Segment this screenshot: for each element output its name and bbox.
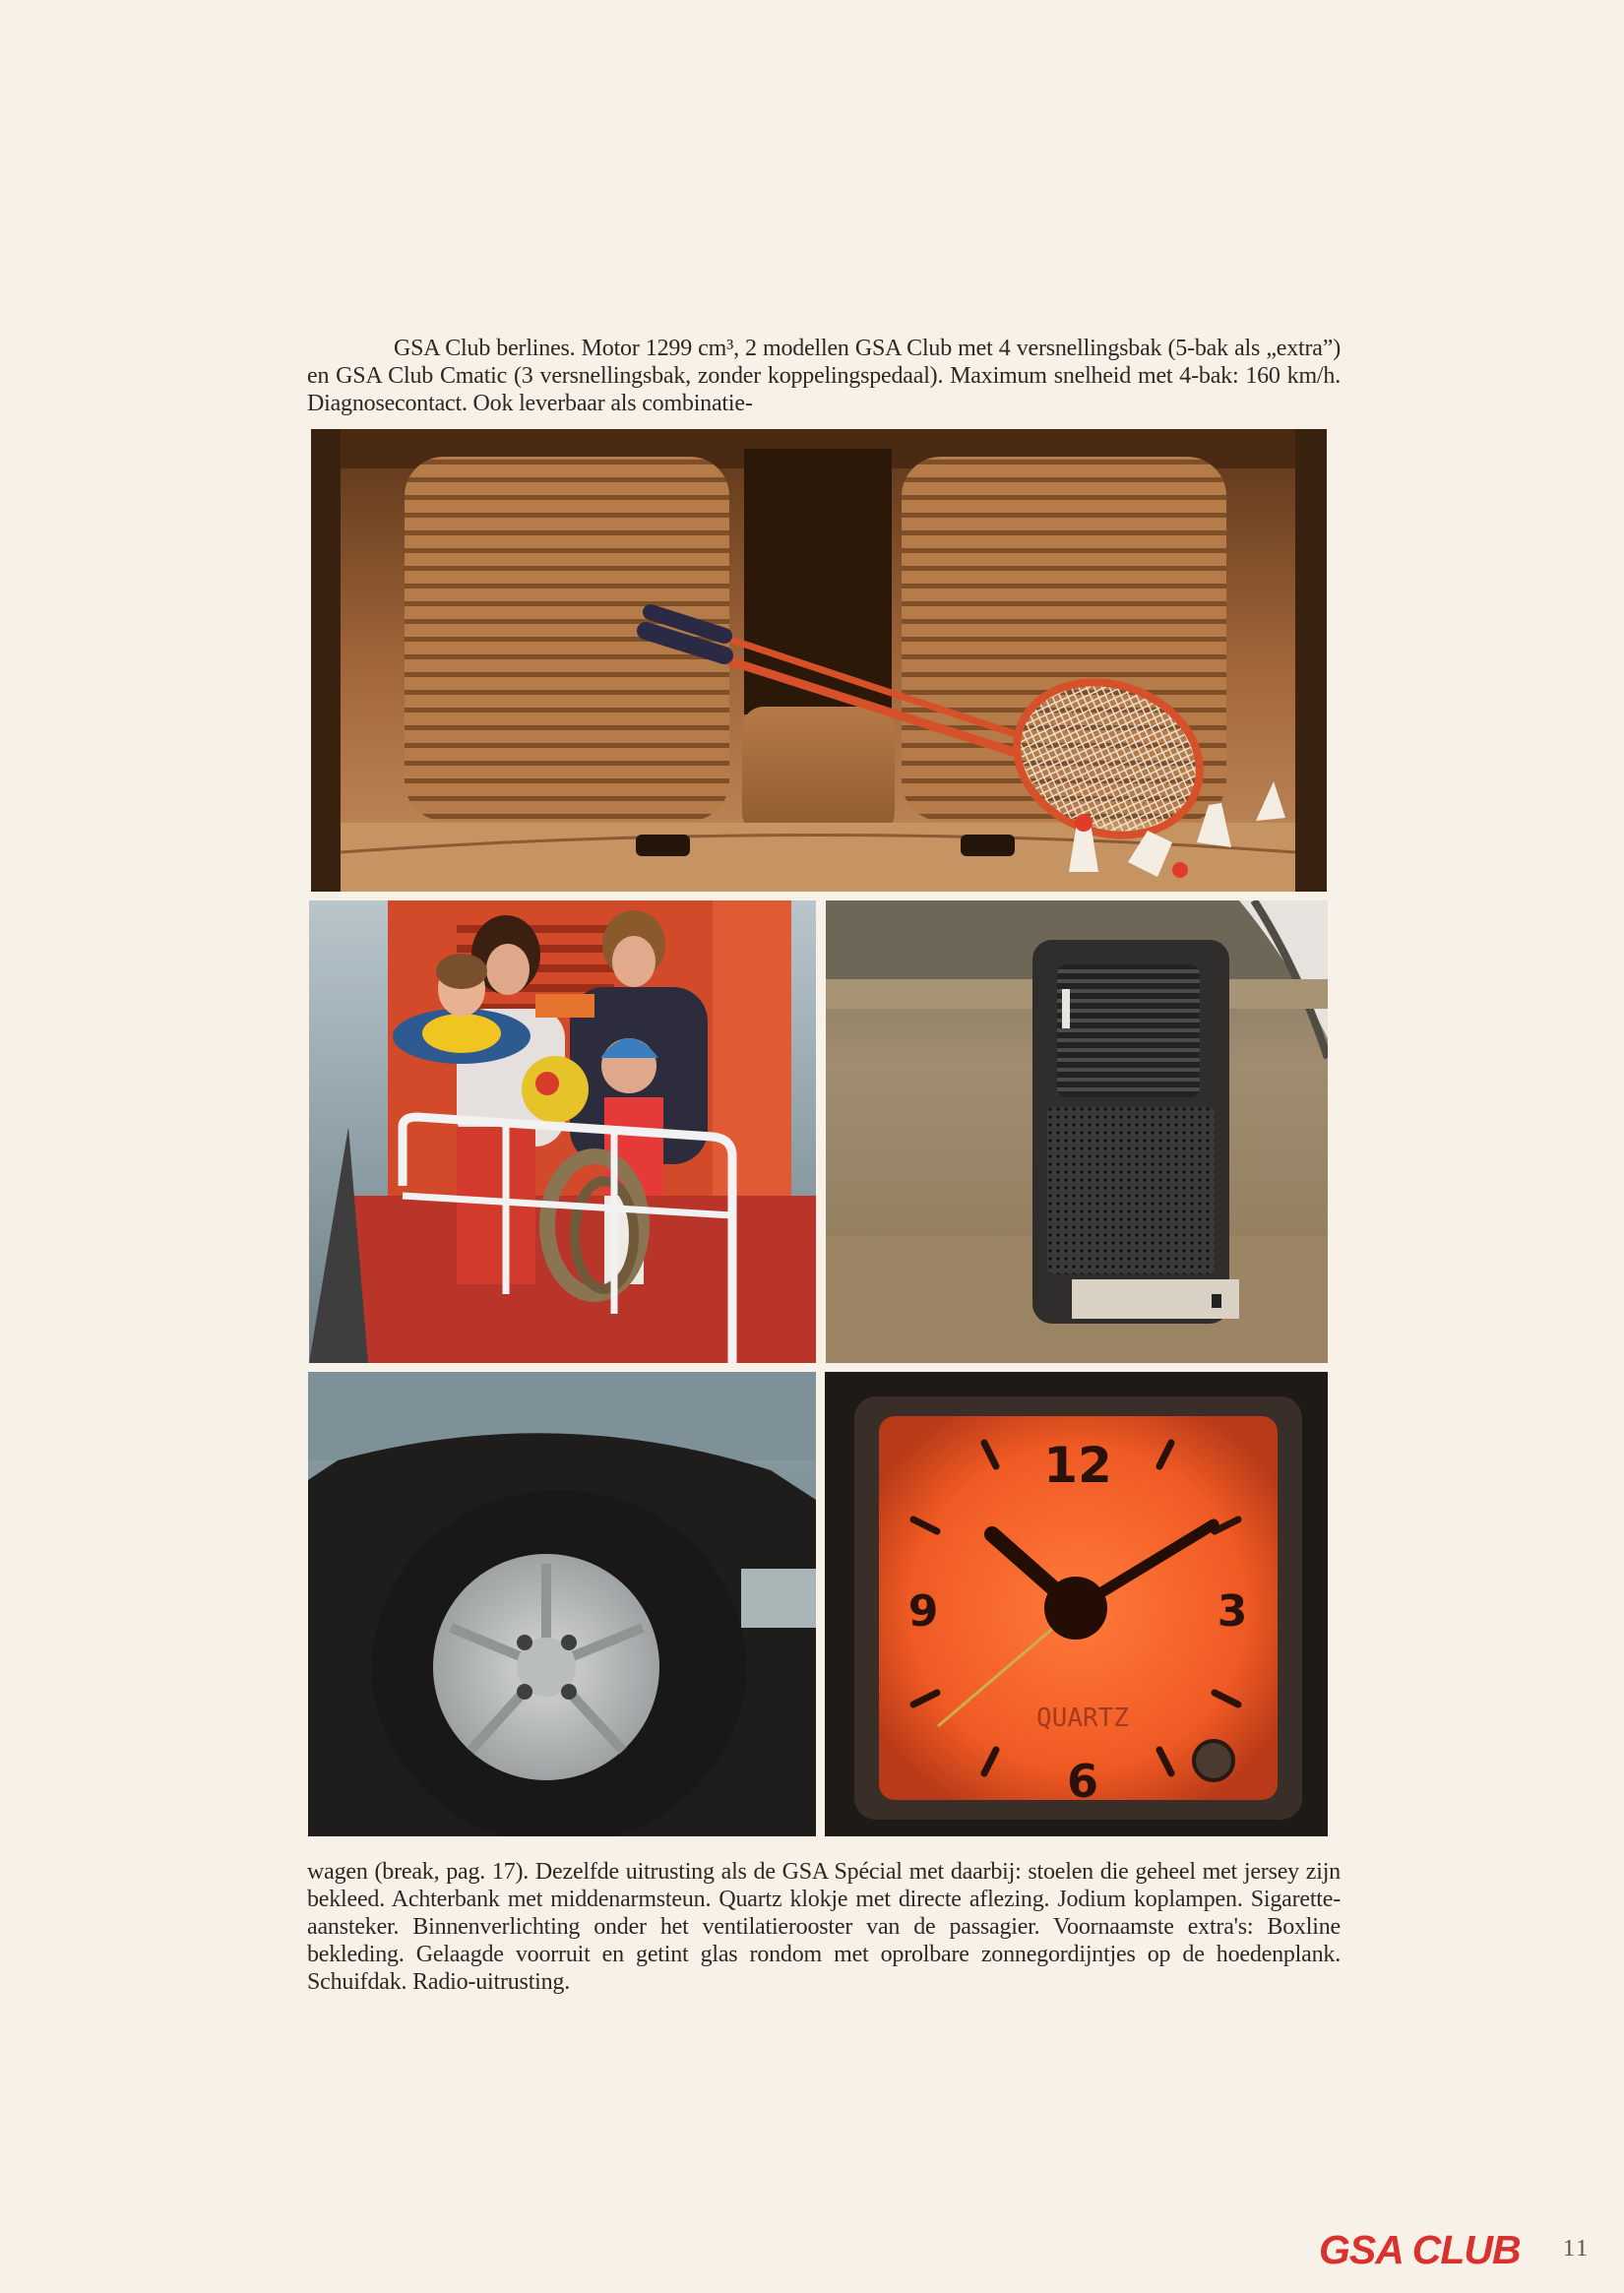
dashboard-vent-photo [826, 900, 1328, 1363]
clock-numeral-9: 9 [907, 1586, 939, 1637]
clock-numeral-12: 12 [1043, 1437, 1112, 1494]
intro-paragraph [307, 335, 1341, 417]
clock-numeral-3: 3 [1217, 1586, 1248, 1637]
body-paragraph [307, 1858, 1341, 1996]
quartz-clock-photo [825, 1372, 1328, 1836]
page-number: 11 [1563, 2236, 1591, 2262]
intro-text: GSA Club berlines. Motor 1299 cm³, 2 modellen GSA Club met 4 versnellingsbak (5-bak als „extra”) en GSA Club Cmatic (3 versnellingsbak, zonder koppelingspedaal). Maximum snelheid met 4-bak: 160 km/h. Diagnosecontact. Ook leverbaar als combinatie- [307, 336, 1341, 416]
wheel-photo [308, 1372, 816, 1836]
family-on-ferry-photo [309, 900, 816, 1363]
body-text: wagen (break, pag. 17). Dezelfde uitrusting als de GSA Spécial met daarbij: stoelen die geheel met jersey zijn bekleed. Achterbank met middenarmsteun. Quartz klokje met directe aflezing. Jodium koplampen. Sigarette-aansteker. Binnenverlichting onder het ventilatierooster van de passagier. Voornaamste extra's: Boxline bekleding. Gelaagde voorruit en getint glas rondom met oprolbare zonnegordijntjes op de hoedenplank. Schuifdak. Radio-uitrusting. [307, 1859, 1341, 1995]
rear-seat-photo [311, 429, 1327, 892]
clock-numeral-6: 6 [1066, 1755, 1099, 1808]
clock-brand-label: QUARTZ [1036, 1704, 1129, 1733]
brand-logo: GSA CLUB [1319, 2227, 1521, 2272]
